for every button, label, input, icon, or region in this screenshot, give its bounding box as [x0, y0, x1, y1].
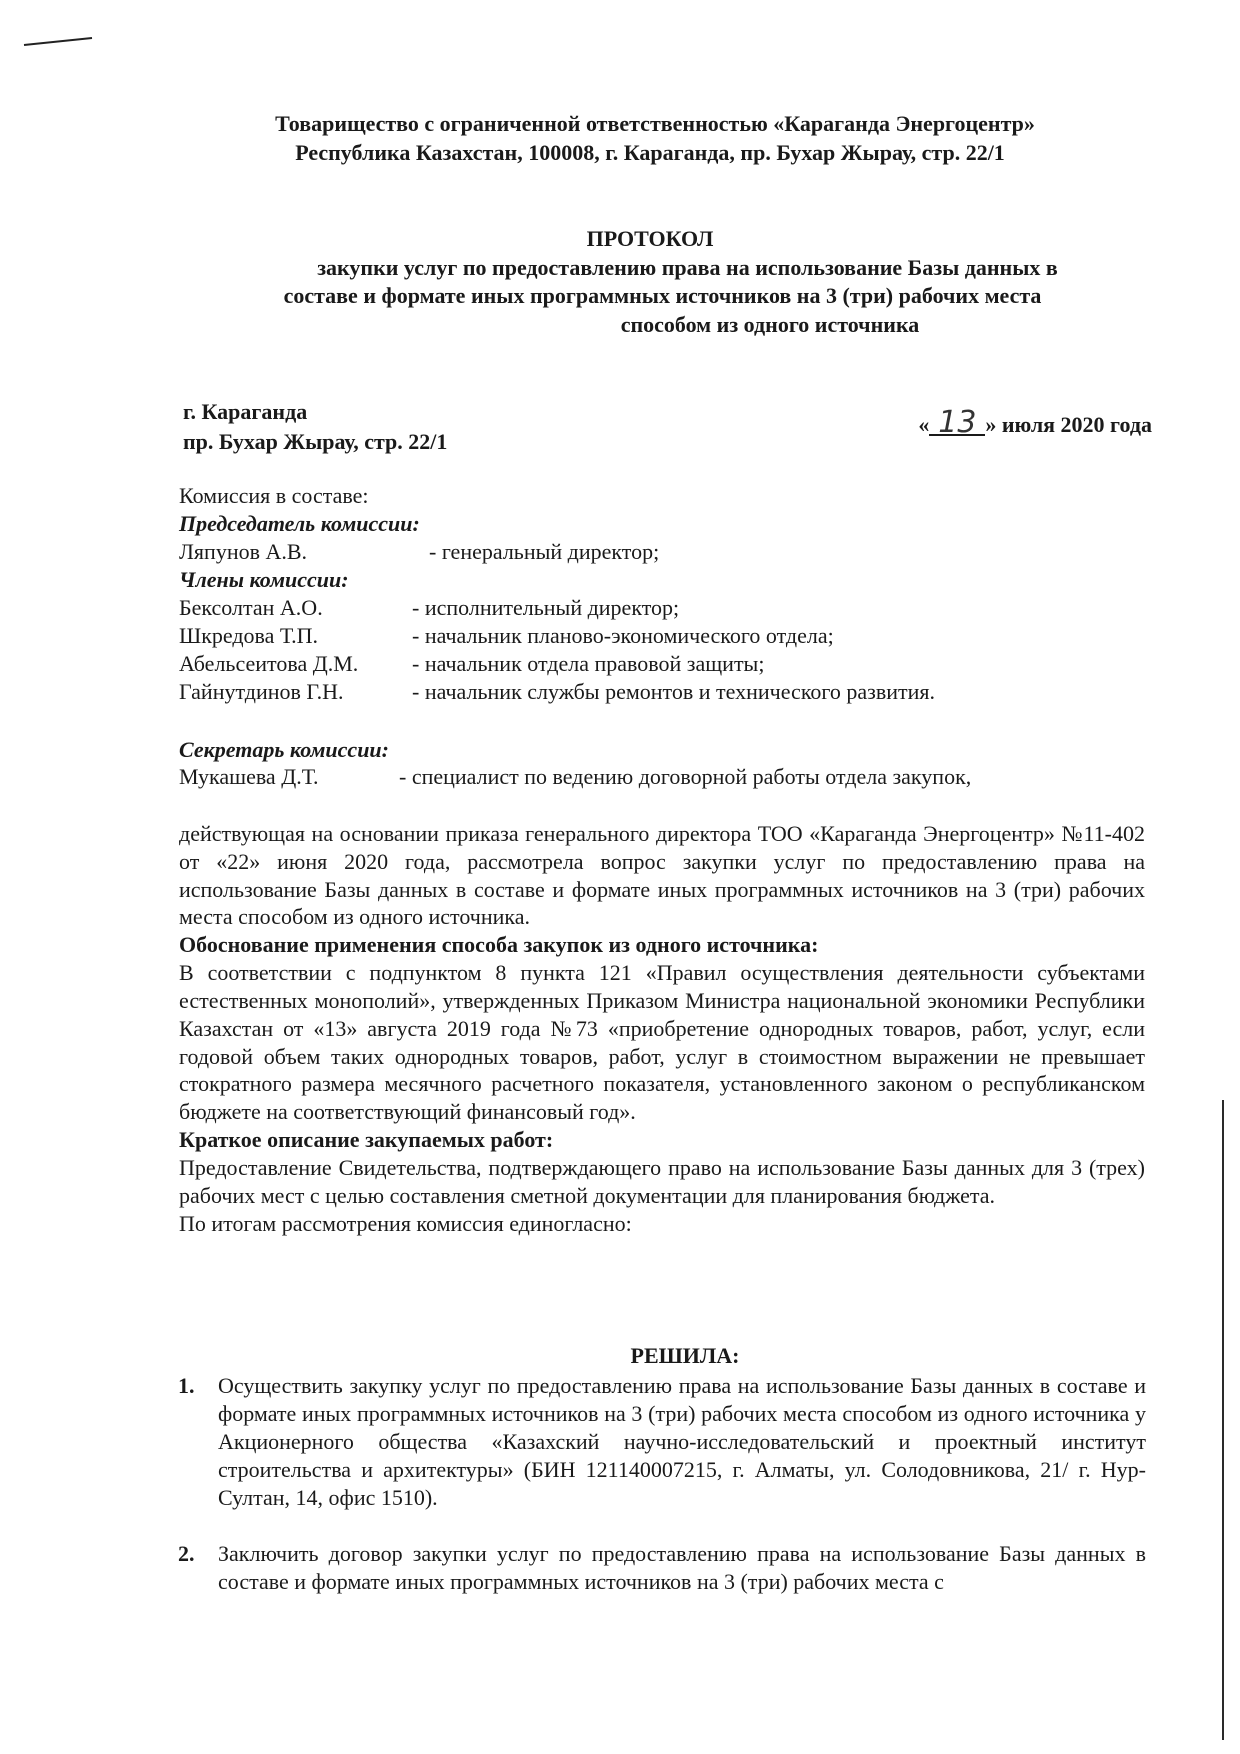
decision-item — [178, 1540, 1146, 1596]
protocol-subject-line: способом из одного источника — [620, 311, 920, 337]
member-position: - начальник службы ремонтов и технического развития. — [412, 678, 935, 704]
scan-edge-line — [1222, 1100, 1224, 1740]
protocol-title — [0, 225, 1240, 339]
organization-name: Товарищество с ограниченной ответственностью «Караганда Энергоцентр» — [275, 111, 1035, 136]
protocol-date: « 13 » июля 2020 года — [918, 405, 1152, 440]
handwritten-day: 13 — [929, 412, 985, 436]
section-heading: Обоснование применения способа закупок из одного источника: — [179, 932, 819, 958]
member-position: - начальник отдела правовой защиты; — [412, 650, 765, 676]
protocol-heading: ПРОТОКОЛ — [586, 226, 714, 251]
scan-pen-mark — [22, 36, 94, 48]
paragraph: В соответствии с подпунктом 8 пункта 121 «Правил осуществления деятельности субъектами естественных монополий», утвержденных Приказом Министра национальной экономики Республики Казахстан от «13» августа 2019 года №73 «приобретение однородных товаров, работ, услуг, если годовой объем таких однородных товаров, работ, услуг в стоимостном выражении не превышает стократного размера месячного расчетного показателя, установленного законом о республиканском бюджете на соответствующий финансовый год». — [179, 960, 1145, 1125]
decision-list — [178, 1372, 1146, 1624]
paragraph: По итогам рассмотрения комиссия единогласно: — [179, 1210, 632, 1236]
member-position: - генеральный директор; — [429, 538, 660, 564]
member-name: Ляпунов А.В. — [179, 538, 308, 564]
paragraph: Предоставление Свидетельства, подтверждающего право на использование Базы данных для 3 (трех) рабочих мест с целью составления сметной документации для планирования бюджета. — [179, 1154, 1145, 1208]
member-row — [179, 622, 1139, 650]
member-row — [179, 650, 1139, 678]
item-text: Заключить договор закупки услуг по предоставлению права на использование Базы данных в составе и формате иных программных источников на 3 (три) рабочих места с — [218, 1540, 1146, 1594]
organization-address: Республика Казахстан, 100008, г. Караганда, пр. Бухар Жырау, стр. 22/1 — [295, 139, 1005, 165]
letterhead — [0, 110, 1240, 167]
city: г. Караганда — [183, 399, 308, 424]
member-position: - начальник планово-экономического отдела; — [412, 622, 834, 648]
member-name: Мукашева Д.Т. — [179, 764, 319, 790]
commission-intro: Комиссия в составе: — [179, 483, 369, 508]
chair-row — [179, 538, 1139, 566]
protocol-body — [179, 820, 1145, 1237]
member-row — [179, 678, 1139, 706]
street-address: пр. Бухар Жырау, стр. 22/1 — [183, 428, 448, 454]
decision-heading: РЕШИЛА: — [630, 1343, 740, 1368]
member-name: Абельсеитова Д.М. — [179, 650, 359, 676]
item-text: Осуществить закупку услуг по предоставлению права на использование Базы данных в составе и формате иных программных источников на 3 (три) рабочих места способом из одного источника у Акционерного общества «Казахский научно-исследовательский и проектный институт строительства и архитектуры» (БИН 121140007215, г. Алматы, ул. Солодовникова, 21/ г. Нур-Султан, 14, офис 1510). — [218, 1373, 1146, 1510]
secretary-label: Секретарь комиссии: — [179, 736, 389, 762]
decision-item — [178, 1372, 1146, 1512]
chair-label: Председатель комиссии: — [179, 510, 420, 536]
item-number: 2. — [178, 1540, 195, 1566]
member-row — [179, 594, 1139, 622]
item-number: 1. — [178, 1373, 195, 1398]
members-label: Члены комиссии: — [179, 566, 349, 592]
secretary-row — [179, 763, 1139, 791]
member-position: - специалист по ведению договорной работы отдела закупок, — [399, 764, 972, 790]
section-heading: Краткое описание закупаемых работ: — [179, 1127, 554, 1153]
paragraph: действующая на основании приказа генерального директора ТОО «Караганда Энергоцентр» №11-402 от «22» июня 2020 года, рассмотрела вопрос закупки услуг по предоставлению права на использование Базы данных в составе и формате иных программных источников на 3 (три) рабочих места способом из одного источника. — [179, 821, 1145, 930]
member-name: Шкредова Т.П. — [179, 622, 319, 648]
member-name: Гайнутдинов Г.Н. — [179, 678, 344, 704]
member-name: Бексолтан А.О. — [179, 594, 323, 620]
protocol-subject-line: составе и формате иных программных источников на 3 (три) рабочих места — [283, 283, 1042, 309]
commission-composition — [179, 482, 1139, 791]
place-of-meeting — [183, 397, 447, 456]
member-position: - исполнительный директор; — [412, 594, 680, 620]
protocol-subject-line: закупки услуг по предоставлению права на использование Базы данных в — [317, 254, 1058, 280]
